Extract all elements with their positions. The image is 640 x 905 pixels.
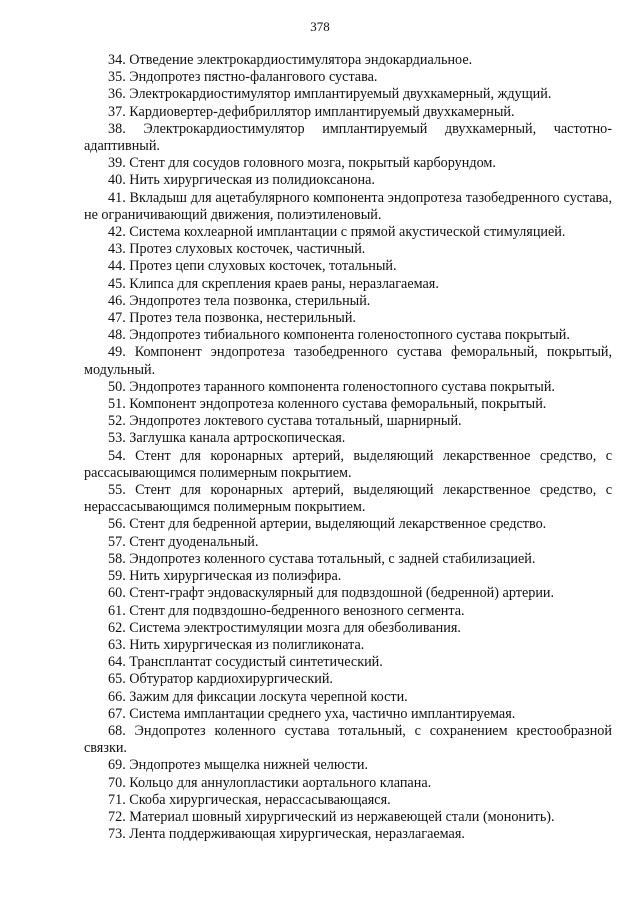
- list-item: 60. Стент-графт эндоваскулярный для подвздошной (бедренной) артерии.: [108, 585, 555, 602]
- list-item: 55. Стент для коронарных артерий, выделяющий лекарственное средство, с нерассасывающимся полимерным покрытием.: [84, 482, 612, 516]
- list-item: 54. Стент для коронарных артерий, выделяющий лекарственное средство, с рассасывающимся полимерным покрытием.: [84, 447, 612, 481]
- list-item: 58. Эндопротез коленного сустава тотальный, с задней стабилизацией.: [108, 550, 536, 567]
- list-item: 37. Кардиовертер-дефибриллятор имплантируемый двухкамерный.: [108, 103, 515, 120]
- list-item: 69. Эндопротез мыщелка нижней челюсти.: [108, 757, 369, 774]
- list-item: 63. Нить хирургическая из полигликоната.: [108, 636, 365, 653]
- list-item: 40. Нить хирургическая из полидиоксанона.: [108, 172, 375, 189]
- list-item: 48. Эндопротез тибиального компонента голеностопного сустава покрытый.: [108, 327, 570, 344]
- list-item: 70. Кольцо для аннулопластики аортального клапана.: [108, 774, 432, 791]
- list-item: 64. Трансплантат сосудистый синтетический.: [108, 654, 383, 671]
- list-item: 65. Обтуратор кардиохирургический.: [108, 671, 333, 688]
- list-item: 50. Эндопротез таранного компонента голеностопного сустава покрытый.: [108, 378, 555, 395]
- list-item: 47. Протез тела позвонка, нестерильный.: [108, 310, 356, 327]
- list-item: 59. Нить хирургическая из полиэфира.: [108, 568, 342, 585]
- list-item: 57. Стент дуоденальный.: [108, 533, 259, 550]
- list-item: 72. Материал шовный хирургический из нержавеющей стали (мононить).: [108, 808, 555, 825]
- list-item: 41. Вкладыш для ацетабулярного компонента эндопротеза тазобедренного сустава, не ограничивающий движения, полиэтиленовый.: [84, 189, 612, 223]
- list-item: 35. Эндопротез пястно-фалангового сустава.: [108, 69, 378, 86]
- list-item: 71. Скоба хирургическая, нерассасывающаяся.: [108, 791, 391, 808]
- list-item: 53. Заглушка канала артроскопическая.: [108, 430, 346, 447]
- list-item: 39. Стент для сосудов головного мозга, покрытый карборундом.: [108, 155, 496, 172]
- list-item: 73. Лента поддерживающая хирургическая, неразлагаемая.: [108, 826, 465, 843]
- list-item: 34. Отведение электрокардиостимулятора эндокардиальное.: [108, 52, 473, 68]
- list-item: 49. Компонент эндопротеза тазобедренного сустава феморальный, покрытый, модульный.: [84, 344, 612, 378]
- list-item: 62. Система электростимуляции мозга для обезболивания.: [108, 619, 461, 636]
- list-item: 46. Эндопротез тела позвонка, стерильный.: [108, 292, 371, 309]
- list-item: 42. Система кохлеарной имплантации с прямой акустической стимуляцией.: [108, 224, 566, 241]
- page-number: 378: [310, 19, 330, 34]
- list-item: 44. Протез цепи слуховых косточек, тотальный.: [108, 258, 397, 275]
- list-item: 36. Электрокардиостимулятор имплантируемый двухкамерный, ждущий.: [108, 86, 552, 103]
- list-item: 56. Стент для бедренной артерии, выделяющий лекарственное средство.: [108, 516, 547, 533]
- list-item: 68. Эндопротез коленного сустава тотальный, с сохранением крестообразной связки.: [84, 722, 612, 757]
- list-item: 45. Клипса для скрепления краев раны, неразлагаемая.: [108, 275, 439, 292]
- list-item: 61. Стент для подвздошно-бедренного венозного сегмента.: [108, 602, 465, 619]
- list-item: 43. Протез слуховых косточек, частичный.: [108, 241, 366, 258]
- list-item: 67. Система имплантации среднего уха, частично имплантируемая.: [108, 705, 516, 722]
- list-item: 38. Электрокардиостимулятор имплантируемый двухкамерный, частотно-адаптивный.: [84, 120, 612, 155]
- item-list: [84, 52, 612, 843]
- list-item: 66. Зажим для фиксации лоскута черепной кости.: [108, 688, 408, 705]
- list-item: 52. Эндопротез локтевого сустава тотальный, шарнирный.: [108, 413, 462, 430]
- list-item: 51. Компонент эндопротеза коленного сустава феморальный, покрытый.: [108, 396, 547, 413]
